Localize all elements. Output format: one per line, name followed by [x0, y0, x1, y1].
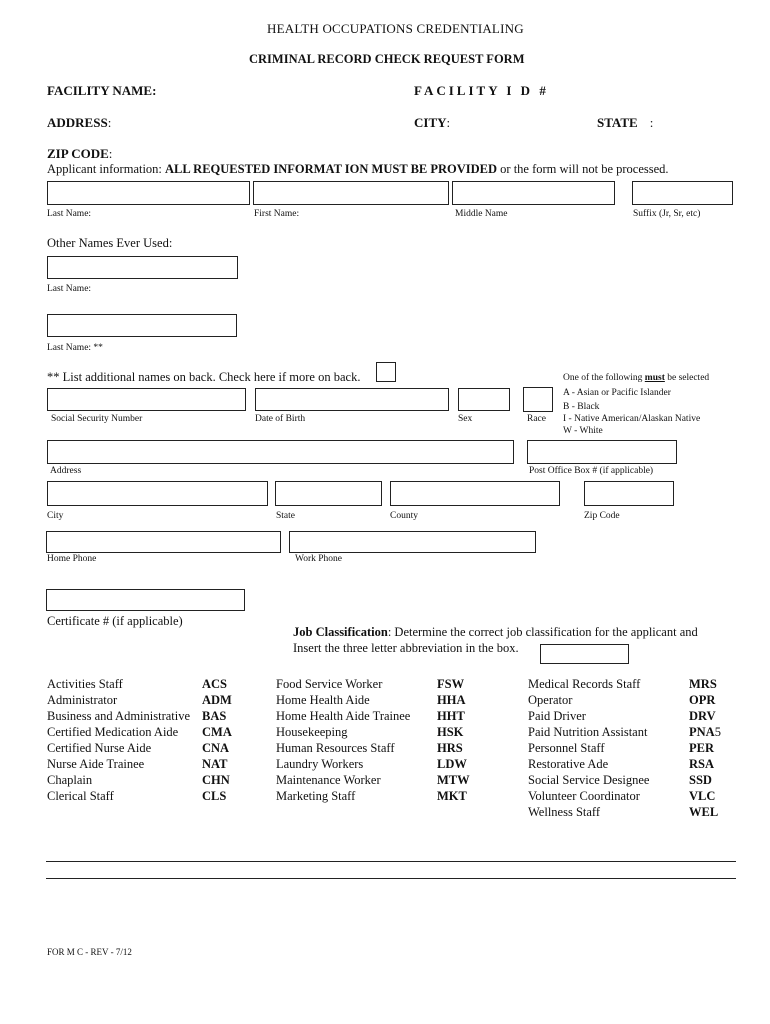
job-codes-column-3 — [689, 676, 721, 820]
job-code: ACS — [202, 677, 228, 691]
home-phone-label: Home Phone — [47, 554, 97, 564]
applicant-intro — [47, 162, 669, 177]
job-code: BAS — [202, 709, 227, 723]
job-name: Medical Records Staff — [528, 677, 641, 691]
job-code: VLC — [689, 789, 716, 803]
facility-id-label: FACILITY I D # — [414, 83, 549, 98]
work-phone-field[interactable] — [289, 531, 536, 553]
list-item — [47, 772, 190, 788]
facility-address-label — [47, 115, 111, 131]
sex-field[interactable] — [458, 388, 510, 411]
other-last-name-2-label: Last Name: ** — [47, 343, 103, 353]
job-name: Chaplain — [47, 773, 93, 787]
po-box-label: Post Office Box # (if applicable) — [529, 466, 654, 476]
job-name: Certified Medication Aide — [47, 725, 179, 739]
city-colon: : — [446, 115, 451, 130]
job-code: HHT — [437, 709, 465, 723]
list-item — [47, 788, 190, 804]
facility-name-label: FACILITY NAME: — [47, 83, 157, 98]
zip-field[interactable] — [584, 481, 674, 506]
address-label-text: ADDRESS — [47, 115, 108, 130]
job-name: Wellness Staff — [528, 805, 601, 819]
job-column-1 — [47, 676, 190, 804]
job-name: Home Health Aide — [276, 693, 370, 707]
job-name: Paid Driver — [528, 709, 586, 723]
job-code-field[interactable] — [540, 644, 629, 664]
other-last-name-2-field[interactable] — [47, 314, 237, 337]
job-name: Home Health Aide Trainee — [276, 709, 411, 723]
middle-name-field[interactable] — [452, 181, 615, 205]
race-option-w: W - White — [563, 426, 603, 436]
city-field-label: City — [47, 511, 64, 521]
city-label-text: CITY — [414, 115, 447, 130]
list-item — [47, 676, 190, 692]
other-last-name-1-field[interactable] — [47, 256, 238, 279]
job-code: CMA — [202, 725, 232, 739]
list-item — [47, 724, 190, 740]
address-colon: : — [107, 115, 112, 130]
job-name: Food Service Worker — [276, 677, 383, 691]
job-classification-line2: Insert the three letter abbreviation in the box. — [293, 641, 519, 655]
suffix-field[interactable] — [632, 181, 733, 205]
job-name: Restorative Ade — [528, 757, 609, 771]
race-note — [563, 373, 709, 383]
job-code: NAT — [202, 757, 228, 771]
dob-label: Date of Birth — [255, 414, 306, 424]
last-name-label: Last Name: — [47, 209, 92, 219]
job-name: Certified Nurse Aide — [47, 741, 152, 755]
job-classification-text — [293, 625, 698, 640]
more-names-checkbox[interactable] — [376, 362, 396, 382]
job-name: Maintenance Worker — [276, 773, 381, 787]
facility-state-label — [597, 115, 653, 131]
job-code-extra: 5 — [714, 725, 721, 739]
job-code: MTW — [437, 773, 470, 787]
job-code: HRS — [437, 741, 463, 755]
list-item — [47, 692, 190, 708]
job-code: SSD — [689, 773, 712, 787]
list-item — [47, 708, 190, 724]
job-code: HSK — [437, 725, 464, 739]
job-code: CHN — [202, 773, 230, 787]
job-name: Laundry Workers — [276, 757, 364, 771]
zip-field-label: Zip Code — [584, 511, 620, 521]
job-code: WEL — [689, 805, 719, 819]
ssn-field[interactable] — [47, 388, 246, 411]
job-code: FSW — [437, 677, 465, 691]
intro-bold: ALL REQUESTED INFORMAT ION MUST BE PROVIDED — [165, 162, 498, 176]
race-note-suffix: be selected — [667, 373, 710, 383]
job-code: PER — [689, 741, 714, 755]
job-classification-line1: : Determine the correct job classification for the applicant and — [387, 625, 698, 639]
job-name: Operator — [528, 693, 573, 707]
list-item — [47, 740, 190, 756]
job-name: Housekeeping — [276, 725, 348, 739]
certificate-label: Certificate # (if applicable) — [47, 614, 183, 628]
county-field-label: County — [390, 511, 418, 521]
job-column-2 — [276, 676, 410, 804]
first-name-label: First Name: — [254, 209, 300, 219]
intro-suffix: or the form will not be processed. — [500, 162, 669, 176]
signature-line-1 — [46, 861, 736, 862]
job-name: Activities Staff — [47, 677, 123, 691]
job-code: DRV — [689, 709, 716, 723]
job-code: RSA — [689, 757, 715, 771]
job-codes-column-2 — [437, 676, 470, 804]
address-field-label: Address — [50, 466, 82, 476]
additional-names-note: ** List additional names on back. Check here if more on back. — [47, 370, 361, 384]
job-codes-column-1 — [202, 676, 232, 804]
job-code: HHA — [437, 693, 466, 707]
facility-city-label — [414, 115, 450, 131]
middle-name-label: Middle Name — [455, 209, 508, 219]
sex-label: Sex — [458, 414, 473, 424]
job-code: CLS — [202, 789, 227, 803]
zip-colon: : — [108, 146, 113, 161]
race-note-prefix: One of the following — [563, 373, 643, 383]
other-names-heading: Other Names Ever Used: — [47, 236, 173, 250]
form-revision: FOR M C - REV - 7/12 — [47, 947, 132, 957]
state-field-label: State — [276, 511, 295, 521]
job-code: LDW — [437, 757, 467, 771]
ssn-label: Social Security Number — [51, 414, 143, 424]
race-field[interactable] — [523, 387, 553, 412]
job-name: Administrator — [47, 693, 118, 707]
race-option-a: A - Asian or Pacific Islander — [563, 388, 671, 398]
job-code: MKT — [437, 789, 467, 803]
job-name: Social Service Designee — [528, 773, 650, 787]
zip-label-text: ZIP CODE — [47, 146, 109, 161]
job-code: CNA — [202, 741, 230, 755]
dob-field[interactable] — [255, 388, 449, 411]
first-name-field[interactable] — [253, 181, 449, 205]
last-name-field[interactable] — [47, 181, 250, 205]
state-field[interactable] — [275, 481, 382, 506]
home-phone-field[interactable] — [46, 531, 281, 553]
job-code: ADM — [202, 693, 232, 707]
form-org-heading: HEALTH OCCUPATIONS CREDENTIALING — [267, 21, 524, 36]
job-classification-title: Job Classification — [293, 625, 388, 639]
race-note-must: must — [644, 373, 665, 383]
job-code-row — [689, 724, 721, 740]
race-option-i: I - Native American/Alaskan Native — [563, 414, 701, 424]
job-name: Marketing Staff — [276, 789, 356, 803]
race-label: Race — [527, 414, 546, 424]
facility-zip-label — [47, 146, 112, 162]
job-name: Business and Administrative — [47, 709, 191, 723]
state-label-text: STATE — [597, 115, 638, 130]
county-field[interactable] — [390, 481, 560, 506]
suffix-label: Suffix (Jr, Sr, etc) — [633, 209, 701, 219]
job-name: Volunteer Coordinator — [528, 789, 640, 803]
race-option-b: B - Black — [563, 402, 600, 412]
job-column-3 — [528, 676, 649, 820]
list-item — [47, 756, 190, 772]
job-name: Personnel Staff — [528, 741, 605, 755]
other-last-name-1-label: Last Name: — [47, 284, 92, 294]
certificate-field[interactable] — [46, 589, 245, 611]
job-name: Clerical Staff — [47, 789, 114, 803]
address-field[interactable] — [47, 440, 514, 464]
job-code: PNA — [689, 725, 715, 739]
signature-line-2 — [46, 878, 736, 879]
job-name: Nurse Aide Trainee — [47, 757, 145, 771]
job-name: Human Resources Staff — [276, 741, 395, 755]
po-box-field[interactable] — [527, 440, 677, 464]
job-name: Paid Nutrition Assistant — [528, 725, 648, 739]
intro-prefix: Applicant information: — [47, 162, 162, 176]
job-code: OPR — [689, 693, 716, 707]
work-phone-label: Work Phone — [295, 554, 342, 564]
form-title: CRIMINAL RECORD CHECK REQUEST FORM — [249, 52, 525, 66]
city-field[interactable] — [47, 481, 268, 506]
state-colon: : — [649, 115, 654, 130]
job-code: MRS — [689, 677, 717, 691]
